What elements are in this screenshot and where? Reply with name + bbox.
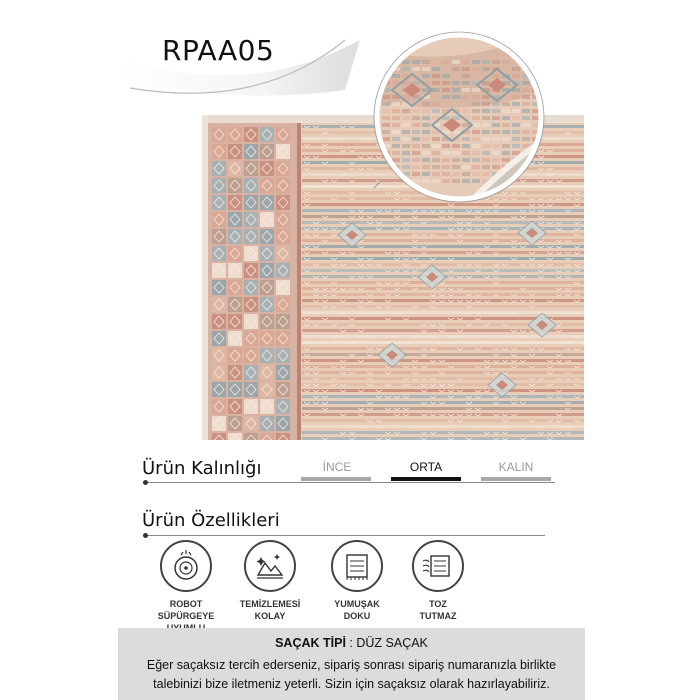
fringe-info-box — [118, 628, 585, 700]
soft-texture-icon — [340, 549, 374, 583]
features-divider-dot — [143, 533, 148, 538]
thickness-option-kalin[interactable]: KALIN — [498, 460, 534, 474]
features-divider — [145, 535, 545, 536]
thickness-divider — [145, 482, 555, 483]
feature-soft-label: YUMUŞAK DOKU — [334, 599, 380, 621]
thickness-option-orta[interactable]: ORTA — [409, 460, 443, 474]
robot-vacuum-icon — [169, 549, 203, 583]
header-banner — [0, 0, 700, 110]
thickness-title: Ürün Kalınlığı — [142, 458, 262, 479]
thickness-bar-orta — [391, 477, 461, 481]
fringe-value: DÜZ SAÇAK — [356, 636, 428, 650]
feature-easy-clean — [225, 540, 315, 622]
feature-dust — [393, 540, 483, 622]
dust-proof-icon — [421, 549, 455, 583]
thickness-bar-ince — [301, 477, 371, 481]
features-title: Ürün Özellikleri — [142, 510, 280, 531]
thickness-divider-dot — [143, 480, 148, 485]
thickness-option-ince[interactable]: İNCE — [322, 460, 352, 474]
fringe-label: SAÇAK TİPİ — [275, 636, 346, 650]
fringe-description: Eğer saçaksız tercih ederseniz, sipariş sonrası sipariş numaranızla birlikte talebinizi bize iletmeniz yeterli. Sizin için saçaksız olarak hazırlayabiliriz. — [146, 658, 557, 691]
feature-soft — [312, 540, 402, 622]
fringe-separator: : — [345, 636, 357, 650]
feature-robot — [141, 540, 231, 634]
product-code: RPAA05 — [162, 34, 275, 67]
feature-dust-label: TOZ TUTMAZ — [419, 599, 457, 621]
feature-easy-clean-label: TEMİZLEMESİ KOLAY — [239, 599, 301, 621]
feature-robot-label: ROBOT SÜPÜRGEYE — [157, 599, 215, 621]
thickness-bar-kalin — [481, 477, 551, 481]
easy-clean-icon — [253, 549, 287, 583]
fringe-title — [118, 636, 585, 650]
rug-zoom-detail — [372, 30, 547, 205]
